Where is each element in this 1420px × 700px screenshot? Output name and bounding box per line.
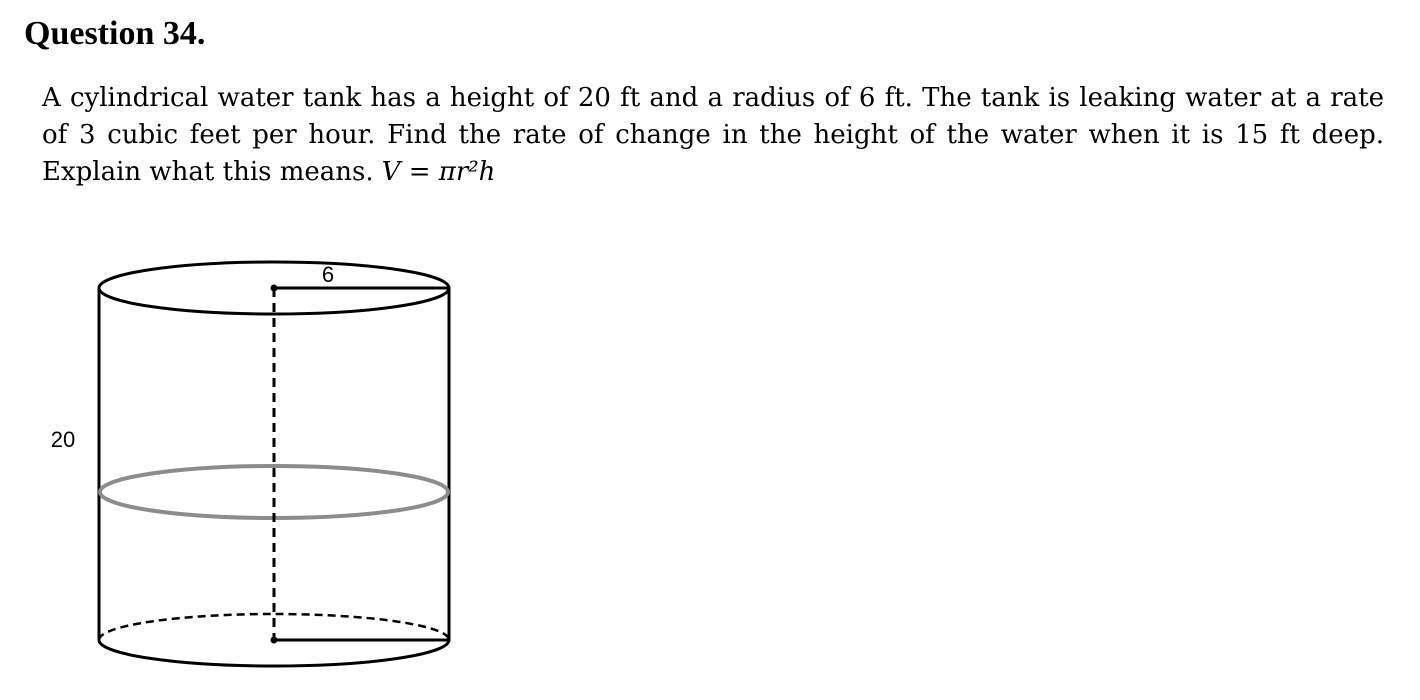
cylinder-bottom-front-arc xyxy=(99,640,449,666)
question-prompt: A cylindrical water tank has a height of 20 ft and a radius of 6 ft. The tank is leaking water at a rate of 3 cubic feet per hour. Find the rate of change in the height of the water when it is 15 ft deep. Explain what this means. xyxy=(42,83,1384,187)
cylinder-diagram xyxy=(0,240,520,680)
question-text xyxy=(42,80,1384,191)
question-heading: Question 34. xyxy=(24,15,206,52)
radius-label: 6 xyxy=(321,262,335,287)
height-label: 20 xyxy=(50,427,76,452)
volume-formula: V = πr²h xyxy=(381,157,496,187)
